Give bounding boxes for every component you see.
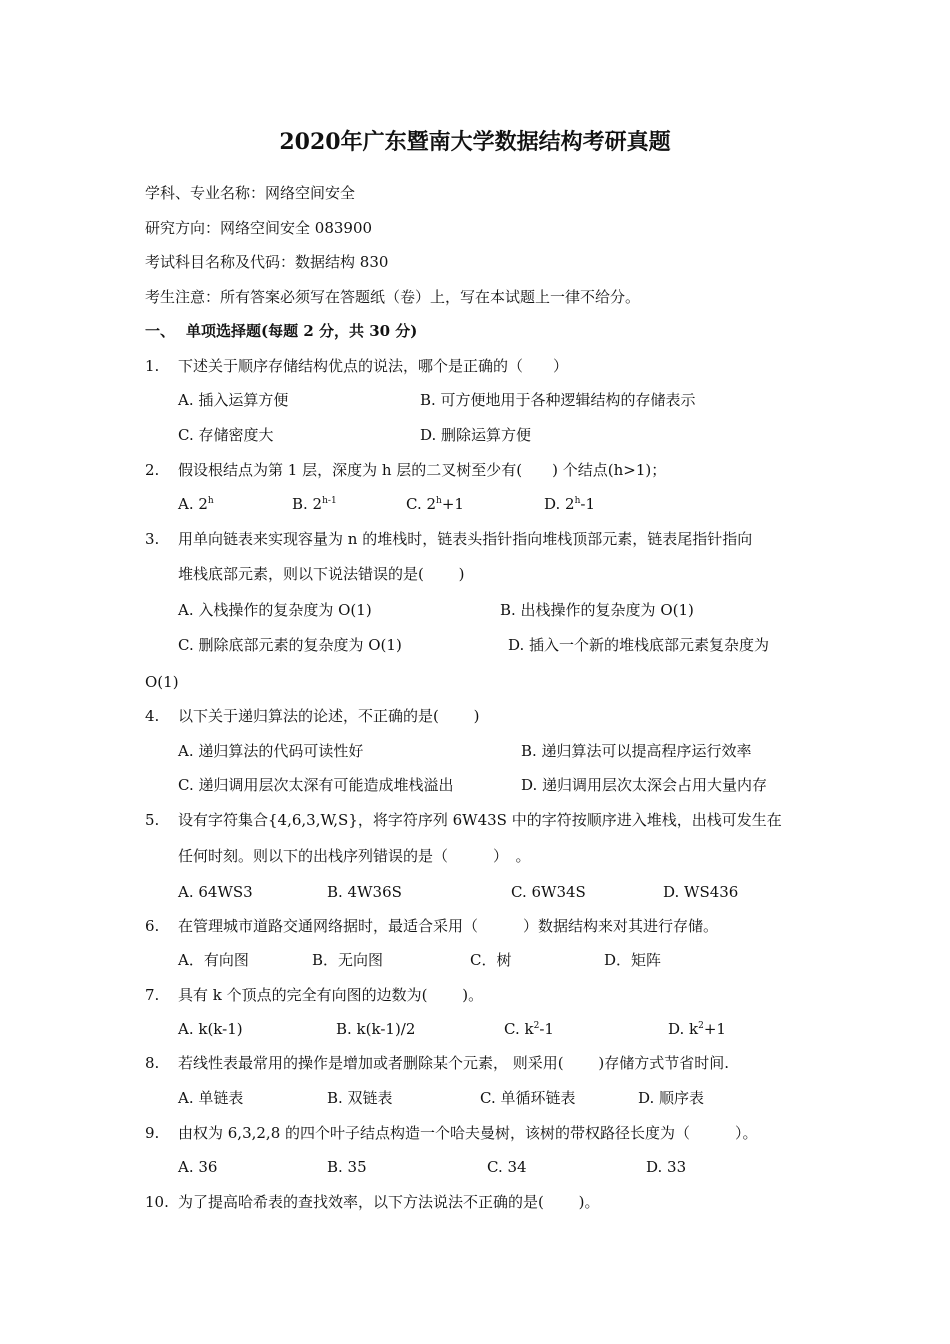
question-number: 8. <box>145 1054 160 1072</box>
question-text-continued: 任何时刻。则以下的出栈序列错误的是（ ） 。 <box>178 847 531 865</box>
option-b: B. 双链表 <box>327 1089 393 1107</box>
meta-course: 考试科目名称及代码：数据结构 830 <box>145 253 389 271</box>
page-title: 2020年广东暨南大学数据结构考研真题 <box>279 129 671 155</box>
option-c: C. 递归调用层次太深有可能造成堆栈溢出 <box>178 776 454 794</box>
option-a: A. 2$^h$ <box>178 495 214 513</box>
question-number: 9. <box>145 1124 160 1142</box>
option-d-continued: O(1) <box>145 673 179 691</box>
question-text: 为了提高哈希表的查找效率，以下方法说法不正确的是( )。 <box>178 1193 600 1211</box>
option-d: D. 33 <box>646 1158 687 1176</box>
option-b: B. 递归算法可以提高程序运行效率 <box>521 742 752 760</box>
option-d: D. 顺序表 <box>638 1089 705 1107</box>
question-text: 若线性表最常用的操作是增加或者删除某个元素， 则采用( )存储方式节省时间. <box>178 1054 730 1072</box>
option-a: A. 单链表 <box>178 1089 244 1107</box>
question-number: 5. <box>145 811 160 829</box>
question-number: 6. <box>145 917 160 935</box>
question-text-continued: 堆栈底部元素，则以下说法错误的是( ) <box>178 565 465 583</box>
question-number: 7. <box>145 986 160 1004</box>
option-d: D. WS436 <box>663 883 739 901</box>
option-a: A. 递归算法的代码可读性好 <box>178 742 364 760</box>
question-number: 1. <box>145 357 160 375</box>
option-a: A．有向图 <box>178 951 249 969</box>
question-text: 由权为 6,3,2,8 的四个叶子结点构造一个哈夫曼树，该树的带权路径长度为（ ）。 <box>178 1124 758 1142</box>
option-c: C．树 <box>470 951 512 969</box>
option-c: C. 存储密度大 <box>178 426 274 444</box>
option-b: B．无向图 <box>312 951 384 969</box>
question-text: 以下关于递归算法的论述，不正确的是( ) <box>178 707 480 725</box>
question-text: 在管理城市道路交通网络据时，最适合采用（ ）数据结构来对其进行存储。 <box>178 917 719 935</box>
option-d: D. 递归调用层次太深会占用大量内存 <box>521 776 768 794</box>
question-text: 设有字符集合{4,6,3,W,S}，将字符序列 6W43S 中的字符按顺序进入堆栈，出栈可发生在 <box>178 811 782 829</box>
option-d: D. $k^2+1$ <box>668 1020 726 1038</box>
question-number: 4. <box>145 707 160 725</box>
option-b: B. k(k-1)/2 <box>336 1020 416 1038</box>
question-number: 10. <box>145 1193 169 1211</box>
option-d: D. 插入一个新的堆栈底部元素复杂度为 <box>508 636 770 654</box>
section-heading: 单项选择题(每题 2 分，共 30 分) <box>186 322 418 340</box>
question-text: 下述关于顺序存储结构优点的说法，哪个是正确的（ ） <box>178 357 569 375</box>
question-text: 用单向链表来实现容量为 n 的堆栈时，链表头指针指向堆栈顶部元素，链表尾指针指向 <box>178 530 753 548</box>
option-a: A. 入栈操作的复杂度为 O(1) <box>178 601 372 619</box>
meta-notice: 考生注意：所有答案必须写在答题纸（卷）上，写在本试题上一律不给分。 <box>145 288 641 306</box>
option-c: C. $2^h+1$ <box>406 495 464 513</box>
option-a: A. k(k-1) <box>178 1020 243 1038</box>
option-b: B. 35 <box>327 1158 367 1176</box>
option-c: C. 单循环链表 <box>480 1089 576 1107</box>
question-number: 3. <box>145 530 160 548</box>
option-a: A. 插入运算方便 <box>178 391 289 409</box>
option-d: D．矩阵 <box>604 951 662 969</box>
option-b: B. 2$^{h-1}$ <box>292 495 337 513</box>
meta-subject: 学科、专业名称：网络空间安全 <box>145 184 356 202</box>
option-c: C. 34 <box>487 1158 527 1176</box>
question-text: 假设根结点为第 1 层，深度为 h 层的二叉树至少有( ) 个结点(h>1)； <box>178 461 667 479</box>
meta-direction: 研究方向：网络空间安全 083900 <box>145 219 373 237</box>
option-c: C. 6W34S <box>511 883 586 901</box>
section-number: 一、 <box>145 322 176 340</box>
question-number: 2. <box>145 461 160 479</box>
option-c: C. $k^2-1$ <box>504 1020 554 1038</box>
option-b: B. 可方便地用于各种逻辑结构的存储表示 <box>420 391 696 409</box>
option-b: B. 出栈操作的复杂度为 O(1) <box>500 601 694 619</box>
question-text: 具有 k 个顶点的完全有向图的边数为( )。 <box>178 986 484 1004</box>
option-a: A. 64WS3 <box>178 883 253 901</box>
option-b: B. 4W36S <box>327 883 402 901</box>
option-a: A. 36 <box>178 1158 218 1176</box>
option-c: C. 删除底部元素的复杂度为 O(1) <box>178 636 402 654</box>
option-d: D. 2$^h$-1 <box>544 495 595 513</box>
option-d: D. 删除运算方便 <box>420 426 532 444</box>
